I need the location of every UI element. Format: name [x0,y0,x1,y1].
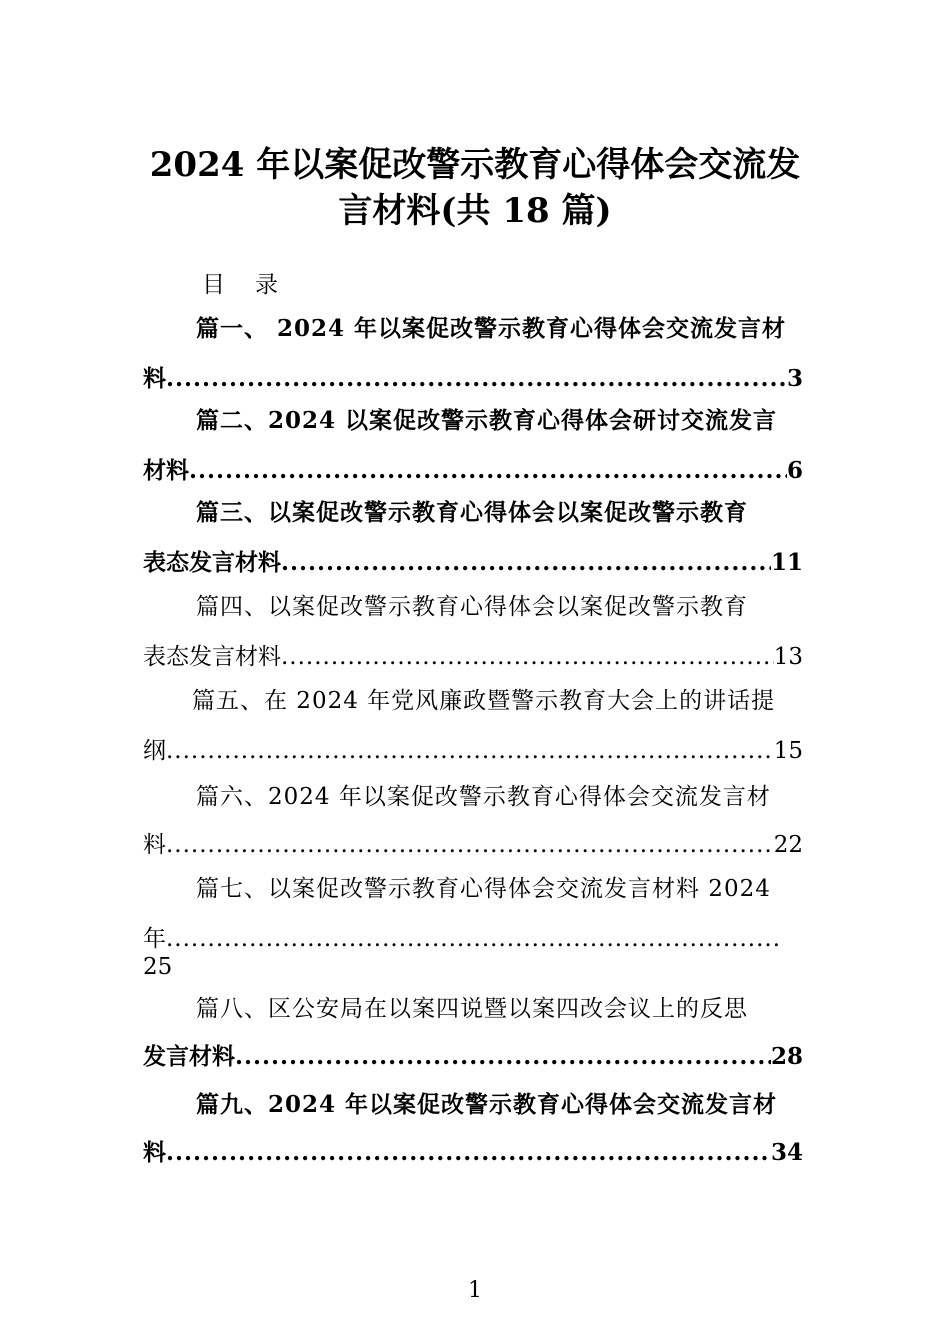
toc-entry-8-page: 28 [770,1043,803,1070]
dot-leader [281,642,774,672]
toc-entry-4-tail: 表态发言材料 [143,644,281,670]
dot-leader [166,1138,771,1168]
toc-entry-1-continuation[interactable] [143,364,803,394]
toc-entry-6-title[interactable]: 篇六、2024 年以案促改警示教育心得体会交流发言材 [196,784,771,810]
toc-entry-2-title[interactable]: 篇二、2024 以案促改警示教育心得体会研讨交流发言 [196,407,778,434]
toc-entry-9-page: 34 [770,1139,803,1166]
dot-leader [166,830,774,860]
toc-entry-8-title[interactable]: 篇八、区公安局在以案四说暨以案四改会议上的反思 [196,996,748,1022]
toc-entry-5-tail: 纲 [143,738,166,764]
toc-entry-6-continuation[interactable] [143,830,803,860]
toc-entry-9-continuation[interactable] [143,1138,803,1168]
toc-entry-9-tail: 料 [143,1139,166,1166]
toc-entry-4-continuation[interactable] [143,642,803,672]
toc-entry-7-title[interactable]: 篇七、以案促改警示教育心得体会交流发言材料 2024 [196,876,771,902]
toc-entry-5-title[interactable]: 篇五、在 2024 年党风廉政暨警示教育大会上的讲话提 [192,688,776,714]
document-title-line-2: 言材料(共 18 篇) [338,191,612,231]
toc-entry-5-continuation[interactable] [143,736,803,766]
toc-entry-2-continuation[interactable] [143,456,803,486]
dot-leader [281,548,771,578]
toc-entry-6-page: 22 [773,832,803,858]
toc-entry-1-tail: 料 [143,365,166,392]
dot-leader [166,736,774,766]
toc-entry-3-continuation[interactable] [143,548,803,578]
toc-entry-5-page: 15 [773,738,803,764]
toc-entry-7-page: 25 [143,954,173,980]
toc-entry-6-tail: 料 [143,832,166,858]
toc-entry-1-title[interactable]: 篇一、 2024 年以案促改警示教育心得体会交流发言材 [196,315,787,342]
dot-leader [189,456,787,486]
toc-entry-3-tail: 表态发言材料 [143,549,281,576]
dot-leader [166,924,783,954]
dot-leader [166,364,787,394]
toc-entry-4-page: 13 [773,644,803,670]
dot-leader [235,1042,771,1072]
toc-entry-2-page: 6 [786,457,803,484]
toc-entry-3-page: 11 [770,549,803,576]
document-title-line-1: 2024 年以案促改警示教育心得体会交流发 [149,145,801,185]
toc-entry-8-continuation[interactable] [143,1042,803,1072]
toc-entry-4-title[interactable]: 篇四、以案促改警示教育心得体会以案促改警示教育 [196,594,748,620]
toc-entry-2-tail: 材料 [143,457,189,484]
toc-entry-8-tail: 发言材料 [143,1043,235,1070]
toc-entry-7-continuation[interactable] [143,924,783,954]
toc-heading: 目录 [202,272,308,298]
toc-entry-7-tail: 年 [143,926,166,952]
page-number: 1 [468,1278,482,1303]
toc-entry-3-title[interactable]: 篇三、以案促改警示教育心得体会以案促改警示教育 [196,499,748,526]
toc-entry-9-title[interactable]: 篇九、2024 年以案促改警示教育心得体会交流发言材 [196,1091,778,1118]
toc-entry-1-page: 3 [786,365,803,392]
